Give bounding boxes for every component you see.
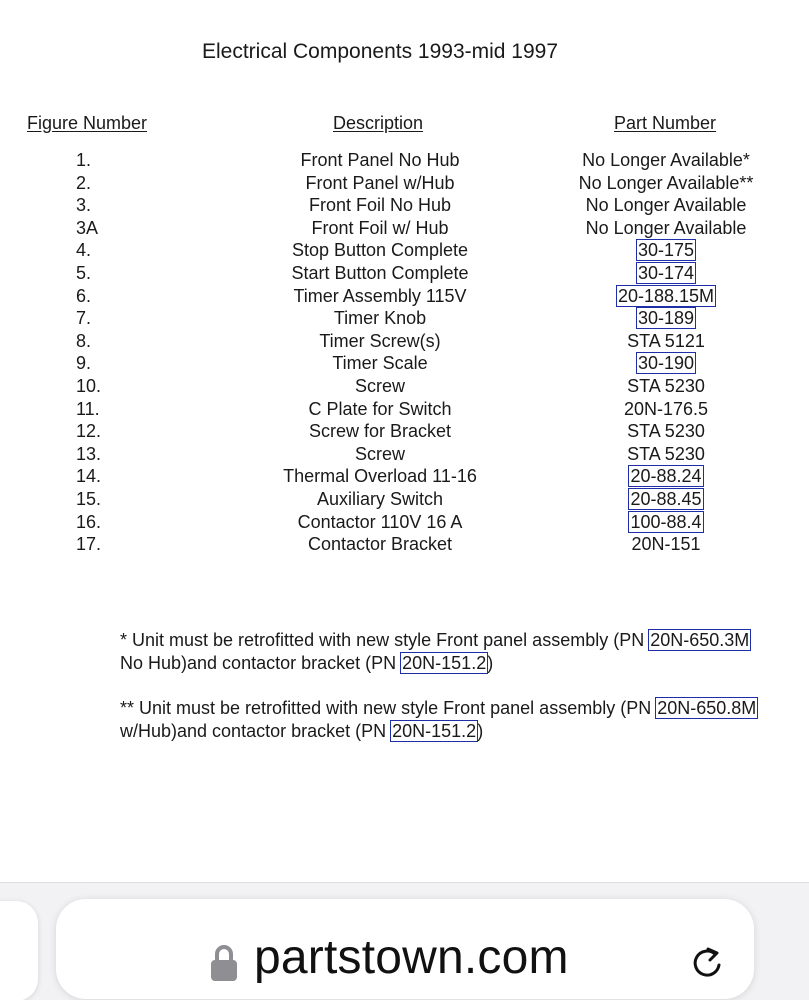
table-row xyxy=(0,488,809,511)
part-number-text: STA 5121 xyxy=(627,330,705,351)
figure-number-cell: 17. xyxy=(76,534,102,555)
footnote-text: ) xyxy=(487,653,494,673)
figure-number-cell: 15. xyxy=(76,488,102,509)
lock-icon xyxy=(209,943,239,983)
table-row xyxy=(0,533,809,556)
part-number-cell xyxy=(560,465,772,488)
footnote-text: * Unit must be retrofitted with new style Front panel assembly (PN xyxy=(120,630,650,650)
part-link-20n-151-2[interactable]: 20N-151.2 xyxy=(402,653,487,673)
part-number-text: STA 5230 xyxy=(627,443,705,464)
reload-icon[interactable] xyxy=(688,943,728,983)
figure-number-cell: 10. xyxy=(76,375,102,396)
description-cell: Auxiliary Switch xyxy=(316,488,444,509)
description-cell: Start Button Complete xyxy=(291,262,469,283)
figure-number-cell: 5. xyxy=(76,262,92,283)
part-link-20n-650-8m[interactable]: 20N-650.8M xyxy=(657,698,757,718)
header-part-number: Part Number xyxy=(614,113,717,133)
figure-number-cell: 12. xyxy=(76,421,102,442)
part-number-link[interactable]: 100-88.4 xyxy=(630,511,702,532)
parts-table xyxy=(0,149,809,556)
description-cell: Screw for Bracket xyxy=(308,421,452,442)
part-number-link[interactable]: 30-189 xyxy=(637,308,695,329)
figure-number-cell: 3A xyxy=(76,217,99,238)
table-row xyxy=(0,352,809,375)
part-number-text: No Longer Available** xyxy=(578,172,754,193)
part-number-cell xyxy=(560,172,772,195)
part-number-link[interactable]: 30-175 xyxy=(637,240,695,261)
description-cell: Contactor 110V 16 A xyxy=(297,511,463,532)
header-figure-number: Figure Number xyxy=(27,113,148,133)
description-cell: Front Panel w/Hub xyxy=(305,172,455,193)
part-number-text: No Longer Available xyxy=(585,217,747,238)
part-number-text: STA 5230 xyxy=(627,421,705,442)
table-row xyxy=(0,465,809,488)
part-number-cell xyxy=(560,262,772,285)
table-row xyxy=(0,194,809,217)
part-number-cell xyxy=(560,420,772,443)
description-cell: C Plate for Switch xyxy=(308,398,452,419)
part-number-cell xyxy=(560,375,772,398)
part-number-link[interactable]: 20-88.24 xyxy=(630,466,702,487)
part-number-cell xyxy=(560,307,772,330)
part-number-link[interactable]: 30-190 xyxy=(637,353,695,374)
part-number-text: 20N-151 xyxy=(631,534,701,555)
table-row xyxy=(0,217,809,240)
part-number-text: STA 5230 xyxy=(627,375,705,396)
table-row xyxy=(0,420,809,443)
part-number-link[interactable]: 30-174 xyxy=(637,262,695,283)
description-cell: Front Foil No Hub xyxy=(308,195,452,216)
part-number-cell xyxy=(560,330,772,353)
part-number-cell xyxy=(560,488,772,511)
figure-number-cell: 9. xyxy=(76,353,92,374)
table-row xyxy=(0,398,809,421)
figure-number-cell: 3. xyxy=(76,195,92,216)
figure-number-cell: 16. xyxy=(76,511,102,532)
part-number-cell xyxy=(560,285,772,308)
part-number-cell xyxy=(560,533,772,556)
part-number-text: No Longer Available xyxy=(585,195,747,216)
description-cell: Screw xyxy=(354,443,405,464)
address-bar[interactable] xyxy=(56,899,754,999)
description-cell: Front Panel No Hub xyxy=(300,150,460,170)
footnote-text: No Hub)and contactor bracket (PN xyxy=(120,653,402,673)
description-cell: Stop Button Complete xyxy=(291,240,469,261)
part-number-cell xyxy=(560,217,772,240)
description-cell: Screw xyxy=(354,375,405,396)
part-number-cell xyxy=(560,149,772,172)
table-row xyxy=(0,285,809,308)
table-row xyxy=(0,330,809,353)
footnote-with-hub xyxy=(120,697,800,743)
footnote-text: ) xyxy=(477,721,484,741)
previous-tab-edge[interactable] xyxy=(0,901,38,1000)
part-number-link[interactable]: 20-88.45 xyxy=(630,488,702,509)
figure-number-cell: 8. xyxy=(76,330,92,351)
table-row xyxy=(0,262,809,285)
description-cell: Timer Screw(s) xyxy=(319,330,441,351)
figure-number-cell: 11. xyxy=(76,398,100,419)
page-title: Electrical Components 1993-mid 1997 xyxy=(201,40,559,63)
table-row xyxy=(0,307,809,330)
description-cell: Contactor Bracket xyxy=(307,534,453,555)
header-description: Description xyxy=(333,113,424,133)
part-number-cell xyxy=(560,511,772,534)
part-number-cell xyxy=(560,398,772,421)
part-number-cell xyxy=(560,352,772,375)
figure-number-cell: 6. xyxy=(76,285,92,306)
figure-number-cell: 14. xyxy=(76,466,102,487)
part-number-link[interactable]: 20-188.15M xyxy=(617,285,715,306)
footnote-text: w/Hub)and contactor bracket (PN xyxy=(120,721,392,741)
figure-number-cell: 2. xyxy=(76,172,92,193)
description-cell: Front Foil w/ Hub xyxy=(311,217,449,238)
table-row xyxy=(0,375,809,398)
footnote-text: ** Unit must be retrofitted with new style Front panel assembly (PN xyxy=(120,698,657,718)
table-row xyxy=(0,239,809,262)
table-row xyxy=(0,172,809,195)
table-row xyxy=(0,149,809,172)
footnote-no-hub xyxy=(120,629,800,675)
description-cell: Timer Scale xyxy=(332,353,428,374)
figure-number-cell: 13. xyxy=(76,443,102,464)
part-number-cell xyxy=(560,239,772,262)
figure-number-cell: 1. xyxy=(76,150,92,170)
part-number-cell xyxy=(560,443,772,466)
part-number-text: No Longer Available* xyxy=(582,150,750,170)
part-number-cell xyxy=(560,194,772,217)
description-cell: Thermal Overload 11-16 xyxy=(283,466,477,487)
figure-number-cell: 7. xyxy=(76,308,92,329)
address-domain[interactable]: partstown.com xyxy=(254,931,569,984)
part-number-text: 20N-176.5 xyxy=(623,398,709,419)
table-row xyxy=(0,443,809,466)
part-link-20n-151-2[interactable]: 20N-151.2 xyxy=(392,721,477,741)
description-cell: Timer Knob xyxy=(333,308,427,329)
description-cell: Timer Assembly 115V xyxy=(293,285,467,306)
browser-toolbar xyxy=(0,882,809,1000)
part-link-20n-650-3m[interactable]: 20N-650.3M xyxy=(650,630,750,650)
figure-number-cell: 4. xyxy=(76,240,92,261)
table-row xyxy=(0,511,809,534)
